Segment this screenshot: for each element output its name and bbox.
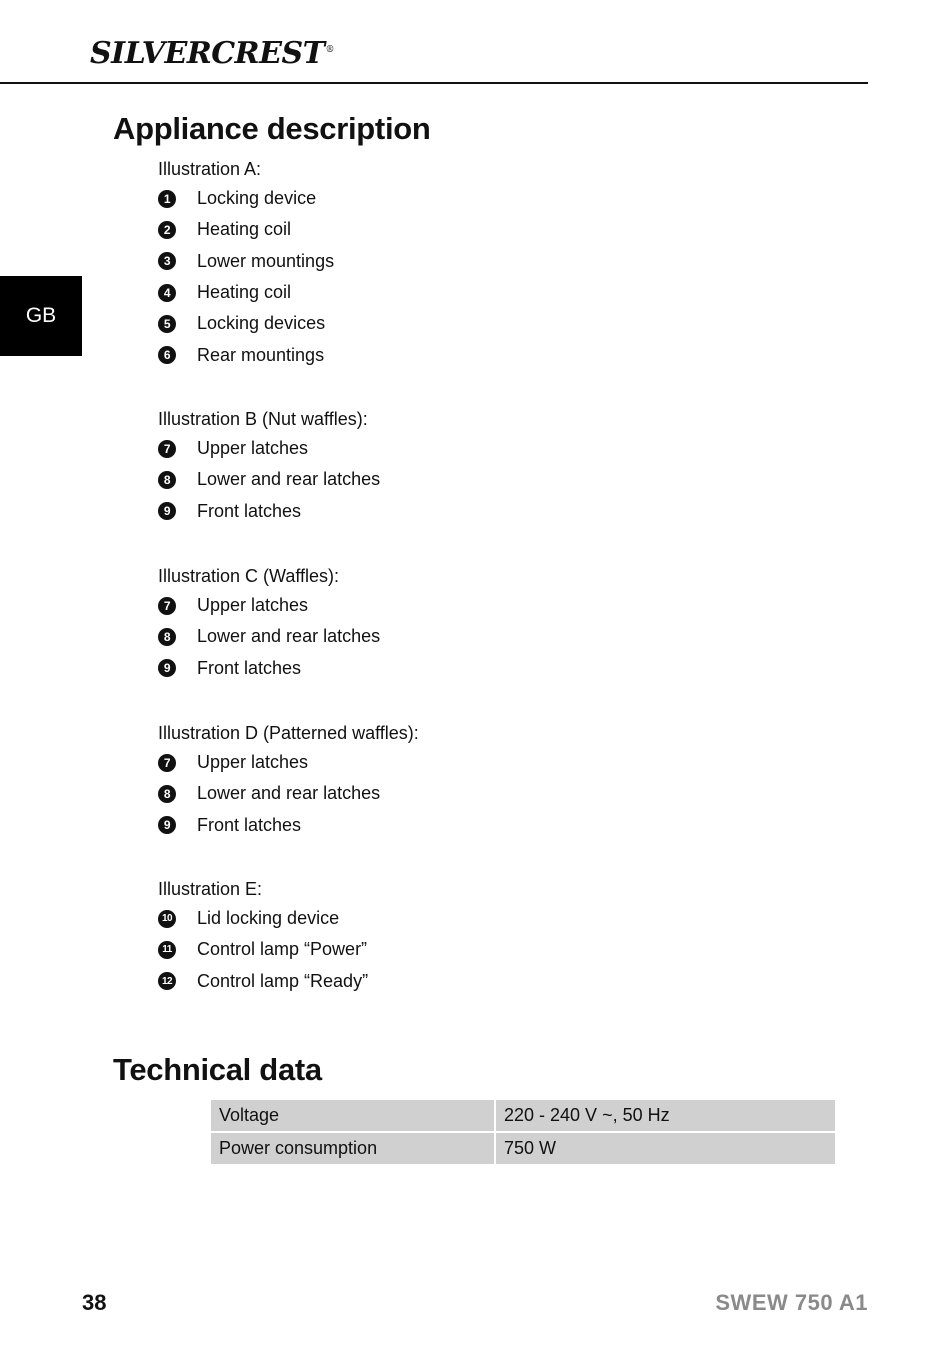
illustration-title: Illustration A: [158,159,262,179]
item-label: Heating coil [197,282,292,303]
table-row [211,1133,835,1164]
table-cell-label: Voltage [211,1100,496,1131]
number-badge: 8 [158,471,176,489]
illustration-title: Illustration C (Waffles): [158,566,340,586]
illustration-group [158,720,419,841]
item-label: Lower mountings [197,250,335,271]
illustration-group [158,156,334,371]
item-label: Lower and rear latches [197,626,381,647]
number-badge: 2 [158,221,176,239]
list-item [158,810,419,841]
list-item [158,653,380,684]
section-title-appliance-description: Appliance description [113,111,431,146]
list-item [158,183,334,214]
list-item [158,747,419,778]
header-rule [0,82,868,84]
list-item [158,214,334,245]
list-item [158,966,368,997]
number-badge: 3 [158,252,176,270]
number-badge: 11 [158,941,176,959]
number-badge: 9 [158,502,176,520]
number-badge: 8 [158,785,176,803]
section-title-technical-data: Technical data [113,1052,322,1087]
list-item [158,277,334,308]
item-label: Front latches [197,814,302,835]
number-badge: 6 [158,346,176,364]
number-badge: 7 [158,440,176,458]
number-badge: 7 [158,597,176,615]
brand-name: SILVERCREST [90,36,325,71]
illustration-title: Illustration B (Nut waffles): [158,409,368,429]
item-label: Lower and rear latches [197,783,381,804]
illustration-title: Illustration D (Patterned waffles): [158,723,419,743]
list-item [158,778,419,809]
model-number: SWEW 750 A1 [715,1290,868,1315]
number-badge: 8 [158,628,176,646]
number-badge: 9 [158,816,176,834]
illustration-title: Illustration E: [158,879,263,899]
technical-data-table [211,1098,835,1166]
table-cell-value: 750 W [496,1133,835,1164]
number-badge: 9 [158,659,176,677]
item-label: Locking device [197,188,317,209]
item-label: Lower and rear latches [197,469,381,490]
item-label: Upper latches [197,752,309,773]
registered-mark: ® [325,45,334,55]
item-label: Front latches [197,500,302,521]
list-item [158,903,368,934]
item-label: Front latches [197,657,302,678]
table-cell-label: Power consumption [211,1133,496,1164]
list-item [158,590,380,621]
list-item [158,464,380,495]
language-tab: GB [0,276,82,356]
table-cell-value: 220 - 240 V ~, 50 Hz [496,1100,835,1131]
list-item [158,246,334,277]
item-label: Locking devices [197,313,326,334]
list-item [158,308,334,339]
number-badge: 7 [158,754,176,772]
illustration-group [158,563,380,684]
item-label: Heating coil [197,219,292,240]
list-item [158,433,380,464]
list-item [158,934,368,965]
list-item [158,496,380,527]
illustration-group [158,406,380,527]
number-badge: 1 [158,190,176,208]
item-label: Control lamp “Ready” [197,970,369,991]
list-item [158,621,380,652]
number-badge: 4 [158,284,176,302]
item-label: Control lamp “Power” [197,939,368,960]
table-row [211,1100,835,1131]
number-badge: 5 [158,315,176,333]
brand-logo [90,36,334,71]
number-badge: 12 [158,972,176,990]
page-number: 38 [82,1290,107,1315]
item-label: Upper latches [197,595,309,616]
item-label: Upper latches [197,438,309,459]
illustration-group [158,876,368,997]
number-badge: 10 [158,910,176,928]
item-label: Rear mountings [197,344,325,365]
item-label: Lid locking device [197,908,340,929]
list-item [158,339,334,370]
